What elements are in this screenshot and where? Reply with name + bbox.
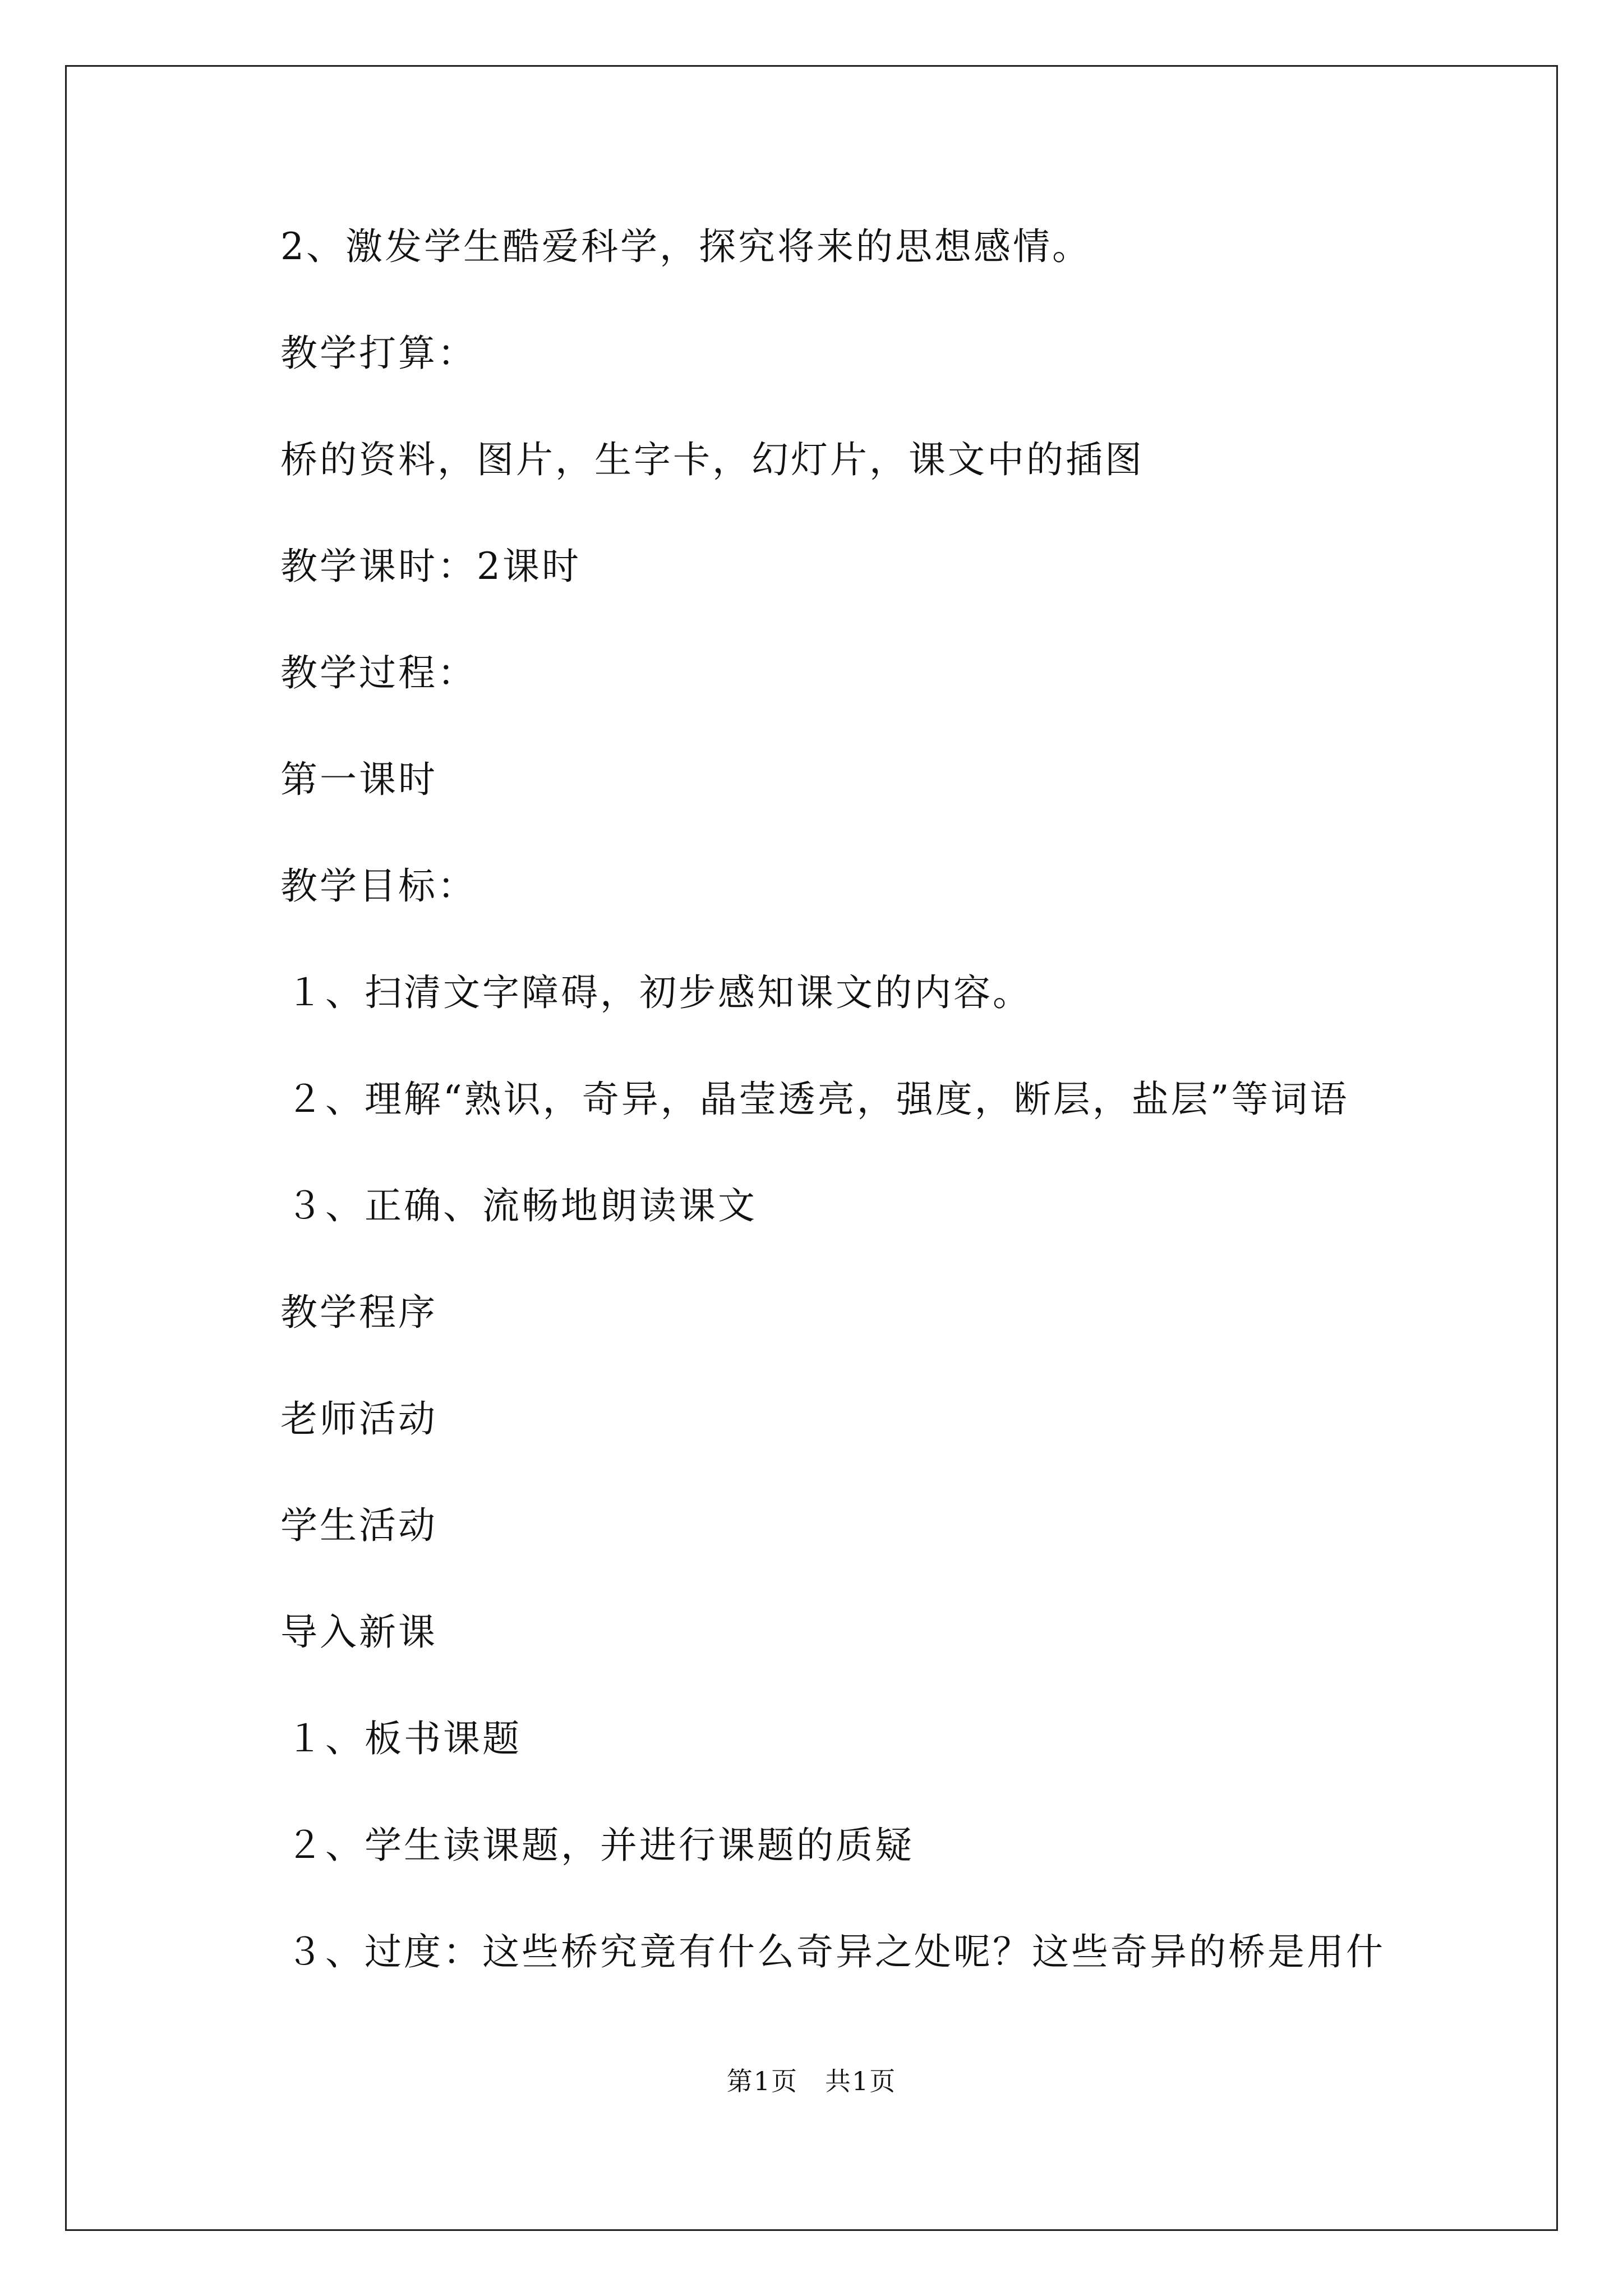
paragraph-materials: 桥的资料，图片，生字卡，幻灯片，课文中的插图 [280, 438, 1144, 481]
paragraph-objective-3: ３、正确、流畅地朗读课文 [286, 1184, 757, 1227]
paragraph-objective-2: ２、理解“熟识，奇异，晶莹透亮，强度，断层，盐层”等词语 [286, 1078, 1349, 1121]
paragraph-procedure-heading: 教学程序 [280, 1291, 437, 1334]
paragraph-objective-1: １、扫清文字障碍，初步感知课文的内容。 [286, 971, 1032, 1014]
document-body [280, 219, 1514, 2031]
paragraph-class-hours: 教学课时：2课时 [280, 545, 581, 588]
paragraph-first-lesson: 第一课时 [280, 758, 437, 801]
paragraph-objectives-heading: 教学目标： [280, 864, 477, 908]
paragraph-process-heading: 教学过程： [280, 651, 477, 694]
paragraph-step-1: １、板书课题 [286, 1717, 522, 1760]
paragraph-student-activity: 学生活动 [280, 1504, 437, 1547]
paragraph-new-lesson-intro: 导入新课 [280, 1611, 437, 1654]
page-number-footer: 第1页 共1页 [726, 2066, 897, 2096]
paragraph-goal-2: 2、激发学生酷爱科学，探究将来的思想感情。 [280, 225, 1091, 268]
paragraph-step-3: ３、过度：这些桥究竟有什么奇异之处呢？这些奇异的桥是用什 [286, 1930, 1385, 1973]
paragraph-preparation-heading: 教学打算： [280, 332, 477, 375]
paragraph-teacher-activity: 老师活动 [280, 1397, 437, 1441]
paragraph-step-2: ２、学生读课题，并进行课题的质疑 [286, 1824, 914, 1867]
